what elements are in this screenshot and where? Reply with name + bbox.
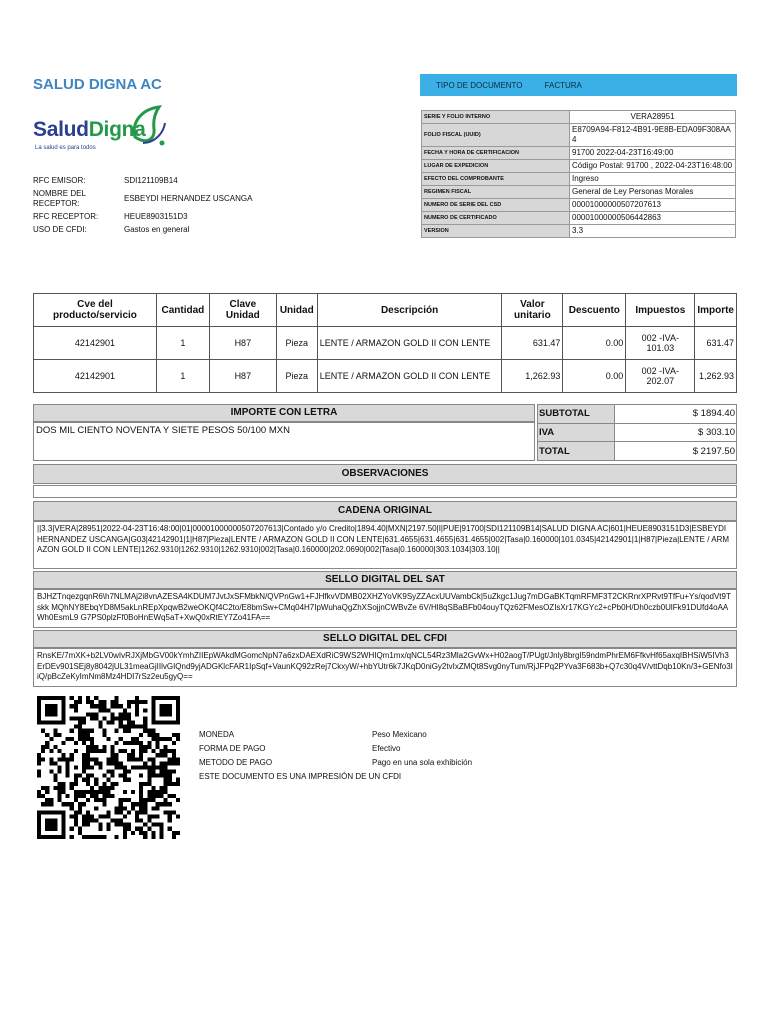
fiscal-row — [422, 147, 736, 160]
cell: Pieza — [276, 360, 317, 393]
receptor-name-label: NOMBRE DEL RECEPTOR: — [33, 189, 86, 208]
company-name: SALUD DIGNA AC — [33, 76, 162, 93]
rfc-receptor-value: HEUE8903151D3 — [124, 212, 188, 221]
importe-totals-row — [33, 404, 737, 461]
col-header: Descripción — [317, 294, 502, 327]
sello-sat-text: BJHZTnqezgqnR6\h7NLMAj2i8vnAZESA4KDUM7JvtJxSFMbkN/QVPnGw1+FJHfkvVDMB02XHZYoVK9SyZZAcxUUVambCk|5uZkgc1Jug7mDGaBKTqmRFMF3T2CKRnrXPRvt9TfFu+Ys/qodVt9Tskk MQhNY8EbqYD8M5akLnREpXpqwB2weOKQf4C2to/E8bmSw+CMq04H7IpWuhaQgZhXSojjnCWBvZe 6V/Hl8qSBaBFb04ouyTQz62FMesOZIsXr17KGYc2+cPb0H/Dh0czb0UlFk91DUfd4oAAWh0EsmL9 G7PS0plzFf0BoHnEWq5aT+XwQ0xRtEY7Zo41FA== — [33, 589, 737, 628]
fiscal-value: 00001000000506442863 — [570, 212, 736, 225]
fiscal-value: E8709A94-F812-4B91-9E8B-EDA09F308AA4 — [570, 124, 736, 147]
fiscal-row — [422, 111, 736, 124]
sello-cfdi-title: SELLO DIGITAL DEL CFDI — [33, 630, 737, 648]
cadena-original-title: CADENA ORIGINAL — [33, 501, 737, 521]
importe-letra-box — [33, 404, 535, 461]
total-label: TOTAL — [538, 442, 615, 461]
fiscal-value: 91700 2022-04-23T16:49:00 — [570, 147, 736, 160]
cell: 42142901 — [34, 360, 157, 393]
cell: 631.47 — [502, 327, 563, 360]
tipo-documento-value: FACTURA — [544, 80, 582, 90]
fiscal-value: Código Postal: 91700 , 2022-04-23T16:48:00 — [570, 160, 736, 173]
cell: H87 — [209, 360, 276, 393]
fiscal-label: FECHA Y HORA DE CERTIFICACION — [422, 147, 570, 160]
uso-cfdi-row — [33, 225, 252, 235]
forma-pago-row — [199, 741, 472, 755]
fiscal-label: FOLIO FISCAL (UUID) — [422, 124, 570, 147]
cadena-original-text: ||3.3|VERA|28951|2022-04-23T16:48:00|01|00001000000507207613|Contado y/o Credito|1894.40|MXN|2197.50|I|PUE|91700|SDI121109B14|SALUD DIGNA AC|601|HEUE8903151D3|ESBEYDI HERNANDEZ USCANGA|G03|42142901|1|H87|Pieza|LENTE / ARMAZON GOLD II CON LENTE|631.4655|631.4655|631.4655|002|Tasa|0.160000|101.0345|42142901|1|H87|Pieza|LENTE / ARMAZON GOLD II CON LENTE|1262.9310|1262.9310|1262.9310|002|Tasa|0.160000|202.0690|002|Tasa|0.160000|303.1034|303.10|| — [33, 521, 737, 569]
totals-row — [538, 423, 737, 442]
cell: 0.00 — [563, 327, 626, 360]
fiscal-label: VERSION — [422, 225, 570, 238]
emisor-block — [33, 176, 252, 238]
fiscal-value: 00001000000507207613 — [570, 199, 736, 212]
cell: 1,262.93 — [502, 360, 563, 393]
metodo-pago-row — [199, 755, 472, 769]
fiscal-value: VERA28951 — [570, 111, 736, 124]
cell: 1 — [156, 360, 209, 393]
cell: 002 -IVA- 101.03 — [626, 327, 695, 360]
qr-code-icon — [33, 692, 184, 843]
moneda-value: Peso Mexicano — [372, 729, 427, 739]
receptor-name-row — [33, 189, 252, 209]
rfc-emisor-value: SDI121109B14 — [124, 176, 178, 185]
fiscal-row — [422, 199, 736, 212]
observaciones-text — [33, 485, 737, 498]
fiscal-label: NUMERO DE SERIE DEL CSD — [422, 199, 570, 212]
rfc-receptor-label: RFC RECEPTOR: — [33, 212, 99, 221]
totals-row — [538, 405, 737, 424]
sello-sat-title: SELLO DIGITAL DEL SAT — [33, 571, 737, 589]
col-header: Descuento — [563, 294, 626, 327]
moneda-label: MONEDA — [199, 729, 235, 739]
cell: 1 — [156, 327, 209, 360]
pago-info — [199, 727, 472, 783]
table-row — [34, 360, 737, 393]
subtotal-value: $ 1894.40 — [615, 405, 737, 424]
fiscal-label: EFECTO DEL COMPROBANTE — [422, 173, 570, 186]
rfc-emisor-label: RFC EMISOR: — [33, 176, 86, 185]
iva-label: IVA — [538, 423, 615, 442]
cell: 42142901 — [34, 327, 157, 360]
observaciones-title: OBSERVACIONES — [33, 464, 737, 484]
fiscal-row — [422, 225, 736, 238]
iva-value: $ 303.10 — [615, 423, 737, 442]
sello-cfdi-text: RnsKE/7mXK+b2LV0wIvRJXjMbGV00kYmhZIIEpWAkdMGomcNpN7a6zxDAEXdRiC9WS2WHIQm1mx/qNCL54Rz3Mla2GvWx+H02aogT/PUgt/Jnly8brgI59ndmPhrEM6FfkvHf65axqIBHSiW5IVh3ErDEv901SEj8y8042jUL31meaGjIIlvGIQnd9yjADGKlcFAR1IpSqf+VaunKQ92zRej7CkxyW/+hbYUtr6k7JKqD0niGy2tvIxZMQt8Svg0nyTum/RjJFPq2PYva3F683b+Q7c30q4V/vttDqb10Kn/3+GENfo3IiQ/pBcZeKyImNm8Mz4HDI7rSz2eu5gyQ== — [33, 648, 737, 687]
tipo-documento-bar — [420, 74, 737, 96]
col-header: Valor unitario — [502, 294, 563, 327]
cell: 002 -IVA- 202.07 — [626, 360, 695, 393]
col-header: Cve del producto/servicio — [34, 294, 157, 327]
table-row — [34, 327, 737, 360]
cell: 0.00 — [563, 360, 626, 393]
cell: LENTE / ARMAZON GOLD II CON LENTE — [317, 360, 502, 393]
logo-tagline: La salud es para todos — [35, 145, 96, 151]
fiscal-label: SERIE Y FOLIO INTERNO — [422, 111, 570, 124]
cell: 631.47 — [695, 327, 737, 360]
importe-letra-text: DOS MIL CIENTO NOVENTA Y SIETE PESOS 50/100 MXN — [33, 422, 535, 461]
forma-pago-label: FORMA DE PAGO — [199, 743, 266, 753]
totals-table — [537, 404, 737, 461]
fiscal-label: NUMERO DE CERTIFICADO — [422, 212, 570, 225]
cell: H87 — [209, 327, 276, 360]
col-header: Clave Unidad — [209, 294, 276, 327]
fiscal-info-table — [421, 110, 736, 238]
fiscal-value: Ingreso — [570, 173, 736, 186]
subtotal-label: SUBTOTAL — [538, 405, 615, 424]
cell: Pieza — [276, 327, 317, 360]
uso-cfdi-value: Gastos en general — [124, 225, 190, 234]
fiscal-value: General de Ley Personas Morales — [570, 186, 736, 199]
items-header-row — [34, 294, 737, 327]
cell: LENTE / ARMAZON GOLD II CON LENTE — [317, 327, 502, 360]
fiscal-row — [422, 186, 736, 199]
fiscal-row — [422, 173, 736, 186]
col-header: Cantidad — [156, 294, 209, 327]
col-header: Importe — [695, 294, 737, 327]
rfc-emisor-row — [33, 176, 252, 186]
metodo-pago-label: METODO DE PAGO — [199, 757, 273, 767]
col-header: Unidad — [276, 294, 317, 327]
footer-note: ESTE DOCUMENTO ES UNA IMPRESIÓN DE UN CFDI — [199, 771, 402, 781]
rfc-receptor-row — [33, 212, 252, 222]
moneda-row — [199, 727, 472, 741]
forma-pago-value: Efectivo — [372, 743, 401, 753]
total-value: $ 2197.50 — [615, 442, 737, 461]
col-header: Impuestos — [626, 294, 695, 327]
cell: 1,262.93 — [695, 360, 737, 393]
metodo-pago-value: Pago en una sola exhibición — [372, 757, 473, 767]
totals-and-seals — [33, 404, 737, 687]
receptor-name-value: ESBEYDI HERNANDEZ USCANGA — [124, 194, 253, 203]
importe-letra-title: IMPORTE CON LETRA — [33, 404, 535, 422]
fiscal-row — [422, 160, 736, 173]
totals-row — [538, 442, 737, 461]
fiscal-value: 3.3 — [570, 225, 736, 238]
fiscal-label: LUGAR DE EXPEDICION — [422, 160, 570, 173]
uso-cfdi-label: USO DE CFDI: — [33, 225, 87, 234]
tipo-documento-label: TIPO DE DOCUMENTO — [436, 80, 523, 90]
fiscal-row — [422, 124, 736, 147]
fiscal-row — [422, 212, 736, 225]
items-table — [33, 293, 737, 393]
fiscal-label: REGIMEN FISCAL — [422, 186, 570, 199]
logo-word-salud: Salud — [33, 118, 89, 141]
logo-word-digna: Digna — [88, 118, 146, 141]
salud-digna-logo — [33, 108, 173, 156]
